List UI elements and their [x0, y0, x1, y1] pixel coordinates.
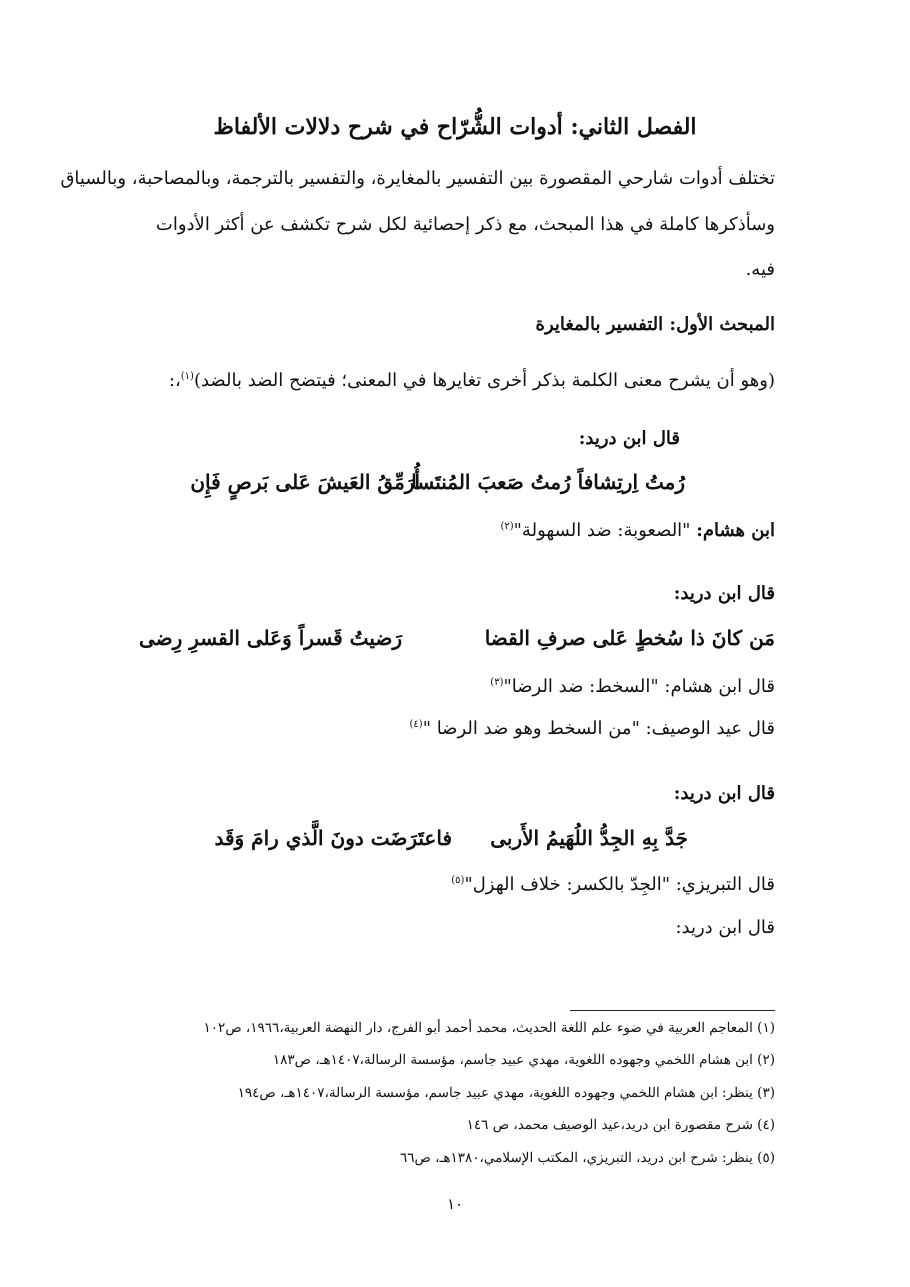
verse-1-first-hemistich: أُرَمِّقُ العَيشَ عَلى بَرصٍ فَإِن: [190, 470, 420, 494]
verse-intro-2: قال ابن دريد:: [673, 583, 775, 604]
verse-3-second-hemistich: جَدَّ بِهِ الجِدُّ اللُهَيمُ الأَربى: [490, 826, 688, 850]
footnote-separator: [570, 1010, 775, 1011]
chapter-title: الفصل الثاني: أدوات الشُّرّاح في شرح دلالات الألفاظ: [213, 114, 697, 140]
commentary-text: قال التبريزي: "الجِدّ بالكسر: خلاف الهزل": [464, 874, 775, 895]
footnote-ref-4: (٤): [409, 719, 423, 730]
commentary-line: [451, 874, 775, 895]
intro-line-3: فيه.: [745, 259, 775, 280]
footnote-ref-2: (٢): [500, 521, 514, 532]
commentary-text: قال ابن هشام: "السخط: ضد الرضا": [503, 676, 775, 697]
commentary-line: [490, 676, 775, 697]
verse-intro-3: قال ابن دريد:: [673, 783, 775, 804]
verse-1-second-hemistich: رُمتُ اِرتِشافاً رُمتُ صَعبَ المُنتَسا: [411, 470, 685, 494]
commentary-line: قال ابن دريد:: [675, 917, 775, 938]
commentary-line: [500, 520, 775, 541]
verse-2-first-hemistich: رَضيتُ قَسراً وَعَلى القسرِ رِضى: [139, 626, 402, 650]
definition-text: (وهو أن يشرح معنى الكلمة بذكر أخرى تغايرها في المعنى؛ فيتضح الضد بالضد): [193, 370, 775, 391]
commentator-label: ابن هشام:: [696, 520, 775, 541]
footnote-ref-1: (١): [180, 371, 194, 382]
verse-3-first-hemistich: فاعتَرَضَت دونَ الَّذي رامَ وَقَد: [214, 826, 452, 850]
footnote-ref-3: (٣): [490, 677, 504, 688]
intro-line-1: تختلف أدوات شارحي المقصورة بين التفسير بالمغايرة، والتفسير بالترجمة، وبالمصاحبة، وبالسياق: [60, 168, 775, 189]
section-heading: المبحث الأول: التفسير بالمغايرة: [535, 314, 775, 335]
definition-end: ،:: [168, 370, 181, 391]
commentary-line: [410, 718, 776, 739]
footnote-1: (١) المعاجم العربية في ضوء علم اللغة الحديث، محمد أحمد أبو الفرج، دار النهضة العربية،١٩٦٦، ص١٠٢: [203, 1020, 775, 1036]
verse-2-second-hemistich: مَن كانَ ذا سُخطٍ عَلى صرفِ القضا: [484, 626, 775, 650]
definition-line: [169, 370, 775, 391]
page-number: ١٠: [446, 1195, 464, 1213]
commentary-text: قال عيد الوصيف: "من السخط وهو ضد الرضا ": [422, 718, 775, 739]
footnote-4: (٤) شرح مقصورة ابن دريد،عيد الوصيف محمد، ص ١٤٦: [466, 1117, 775, 1133]
footnote-3: (٣) ينظر: ابن هشام اللخمي وجهوده اللغوية، مهدي عبيد جاسم، مؤسسة الرسالة،١٤٠٧هـ، ص١٩٤: [237, 1085, 775, 1101]
intro-line-2: وسأذكرها كاملة في هذا المبحث، مع ذكر إحصائية لكل شرح تكشف عن أكثر الأدوات: [155, 214, 775, 235]
footnote-2: (٢) ابن هشام اللخمي وجهوده اللغوية، مهدي عبيد جاسم، مؤسسة الرسالة،١٤٠٧هـ، ص١٨٣: [272, 1052, 775, 1068]
footnote-5: (٥) ينظر: شرح ابن دريد، التبريزي، المكتب الإسلامي،١٣٨٠هـ، ص٦٦: [399, 1150, 775, 1166]
verse-intro-1: قال ابن دريد:: [578, 428, 680, 449]
footnote-ref-5: (٥): [451, 875, 465, 886]
commentary-text: "الصعوبة: ضد السهولة": [513, 520, 697, 541]
